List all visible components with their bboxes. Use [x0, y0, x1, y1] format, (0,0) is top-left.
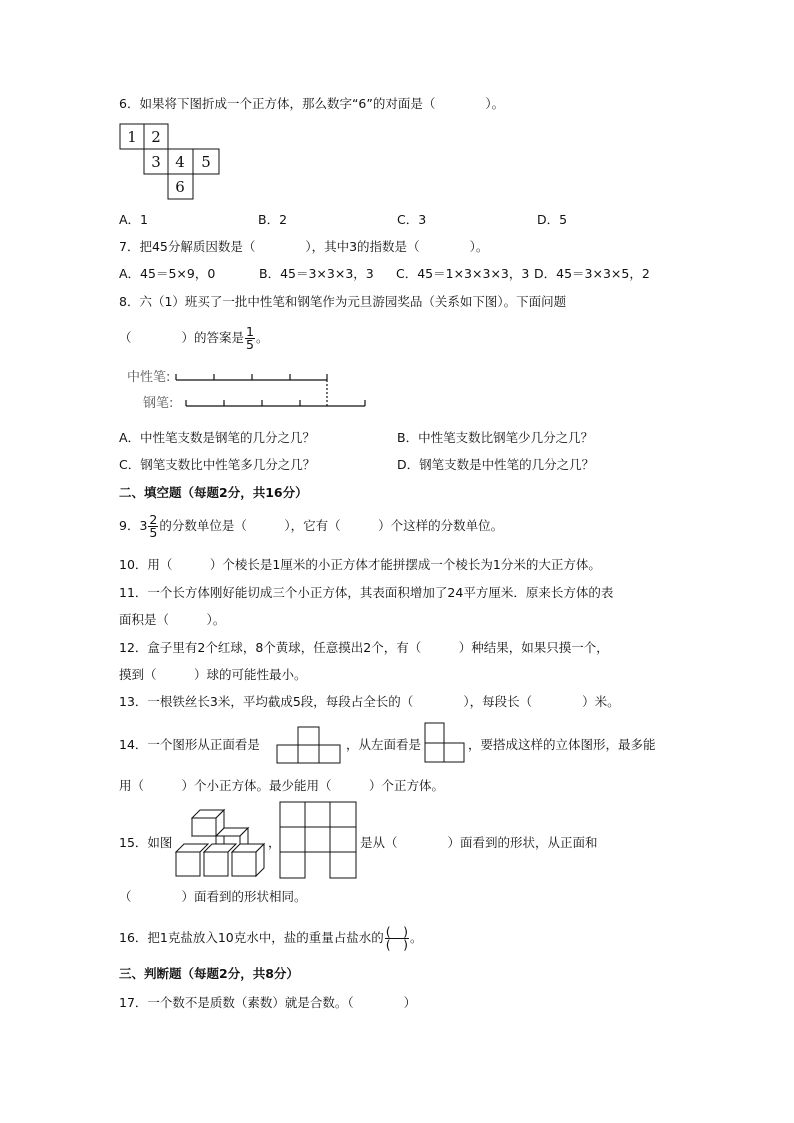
q10: 10．用（ ）个棱长是1厘米的小正方体才能拼摆成一个棱长为1分米的大正方体。 — [119, 557, 601, 572]
q6-stem: 6．如果将下图折成一个正方体，那么数字“6”的对面是（ ）。 — [119, 96, 505, 111]
q9-fraction — [148, 514, 158, 539]
cube-stack-figure — [174, 808, 270, 880]
q7-option-d: D．45＝3×3×5，2 — [534, 266, 650, 281]
q11-line1: 11．一个长方体刚好能切成三个小正方体，其表面积增加了24平方厘米．原来长方体的表 — [119, 585, 614, 600]
q7-option-a: A．45＝5×9，0 — [119, 266, 216, 281]
q9-pre: 9． — [119, 518, 140, 533]
q9-whole: 3 — [139, 518, 148, 533]
q16-fraction — [385, 926, 409, 951]
net-cell-6: 6 — [175, 178, 185, 196]
cube-net-figure — [119, 123, 229, 203]
net-cell-3: 3 — [151, 153, 161, 171]
section-fill-in-title: 二、填空题（每题2分，共16分） — [119, 485, 308, 500]
q9-frac-num: 2 — [149, 512, 158, 527]
q8-line2-post: 。 — [255, 330, 269, 345]
q8-option-c: C．钢笔支数比中性笔多几分之几？ — [119, 457, 316, 472]
q9 — [119, 512, 503, 540]
q7-option-b: B．45＝3×3×3，3 — [259, 266, 374, 281]
q14-line2: 用（ ）个小正方体。最少能用（ ）个正方体。 — [119, 778, 445, 793]
net-cell-2: 2 — [151, 128, 161, 146]
q13: 13．一根铁丝长3米，平均截成5段，每段占全长的（ ），每段长（ ）米。 — [119, 694, 620, 709]
q8-frac-num: 1 — [246, 324, 254, 339]
section-true-false-title: 三、判断题（每题2分，共8分） — [119, 966, 299, 981]
label-pen: 钢笔: — [143, 396, 174, 411]
net-cell-5: 5 — [201, 153, 211, 171]
q6-option-d: D．5 — [537, 212, 568, 227]
q15-post: 是从（ ）面看到的形状，从正面和 — [360, 835, 598, 850]
label-gel-pen: 中性笔: — [127, 370, 171, 385]
q15-line2: （ ）面看到的形状相同。 — [119, 889, 307, 904]
left-view-figure — [424, 722, 466, 764]
q16-post: 。 — [410, 930, 423, 945]
line-segment-diagram — [119, 362, 379, 412]
q15-comma: ， — [268, 835, 281, 850]
q16-frac-num: ( ) — [385, 924, 409, 939]
q6-option-b: B．2 — [258, 212, 288, 227]
q8-line2-pre: （ ）的答案是 — [119, 330, 245, 345]
front-view-figure — [276, 726, 342, 766]
net-cell-1: 1 — [127, 128, 137, 146]
q6-option-a: A．1 — [119, 212, 149, 227]
q8-line2 — [119, 324, 268, 352]
q11-line2: 面积是（ ）。 — [119, 612, 226, 627]
q17: 17．一个数不是质数（素数）就是合数。（ ） — [119, 995, 417, 1010]
q15-pre: 15．如图 — [119, 835, 173, 850]
q9-frac-den: 5 — [149, 525, 158, 540]
q9-post: 的分数单位是（ ），它有（ ）个这样的分数单位。 — [159, 518, 504, 533]
net-cell-4: 4 — [175, 153, 185, 171]
q7-stem: 7．把45分解质因数是（ ），其中3的指数是（ ）。 — [119, 239, 489, 254]
q14-mid: ，从左面看是 — [346, 737, 422, 752]
q12-line1: 12．盒子里有2个红球，8个黄球，任意摸出2个，有（ ）种结果，如果只摸一个， — [119, 640, 609, 655]
q8-option-d: D．钢笔支数是中性笔的几分之几？ — [397, 457, 595, 472]
q14-post: ，要搭成这样的立体图形，最多能 — [468, 737, 656, 752]
view-shape-figure — [279, 801, 359, 881]
q16-frac-den: ( ) — [385, 937, 409, 952]
q8-frac-den: 5 — [246, 337, 254, 352]
q16-pre: 16．把1克盐放入10克水中，盐的重量占盐水的 — [119, 930, 384, 945]
q7-option-c: C．45＝1×3×3×3，3 — [396, 266, 530, 281]
q16 — [119, 922, 423, 954]
q8-stem: 8．六（1）班买了一批中性笔和钢笔作为元旦游园奖品（关系如下图）。下面问题 — [119, 294, 567, 309]
q8-fraction — [245, 326, 255, 351]
q8-option-b: B．中性笔支数比钢笔少几分之几？ — [397, 430, 594, 445]
q8-option-a: A．中性笔支数是钢笔的几分之几？ — [119, 430, 316, 445]
q14-pre: 14．一个图形从正面看是 — [119, 737, 260, 752]
q12-line2: 摸到（ ）球的可能性最小。 — [119, 667, 307, 682]
q6-option-c: C．3 — [397, 212, 427, 227]
